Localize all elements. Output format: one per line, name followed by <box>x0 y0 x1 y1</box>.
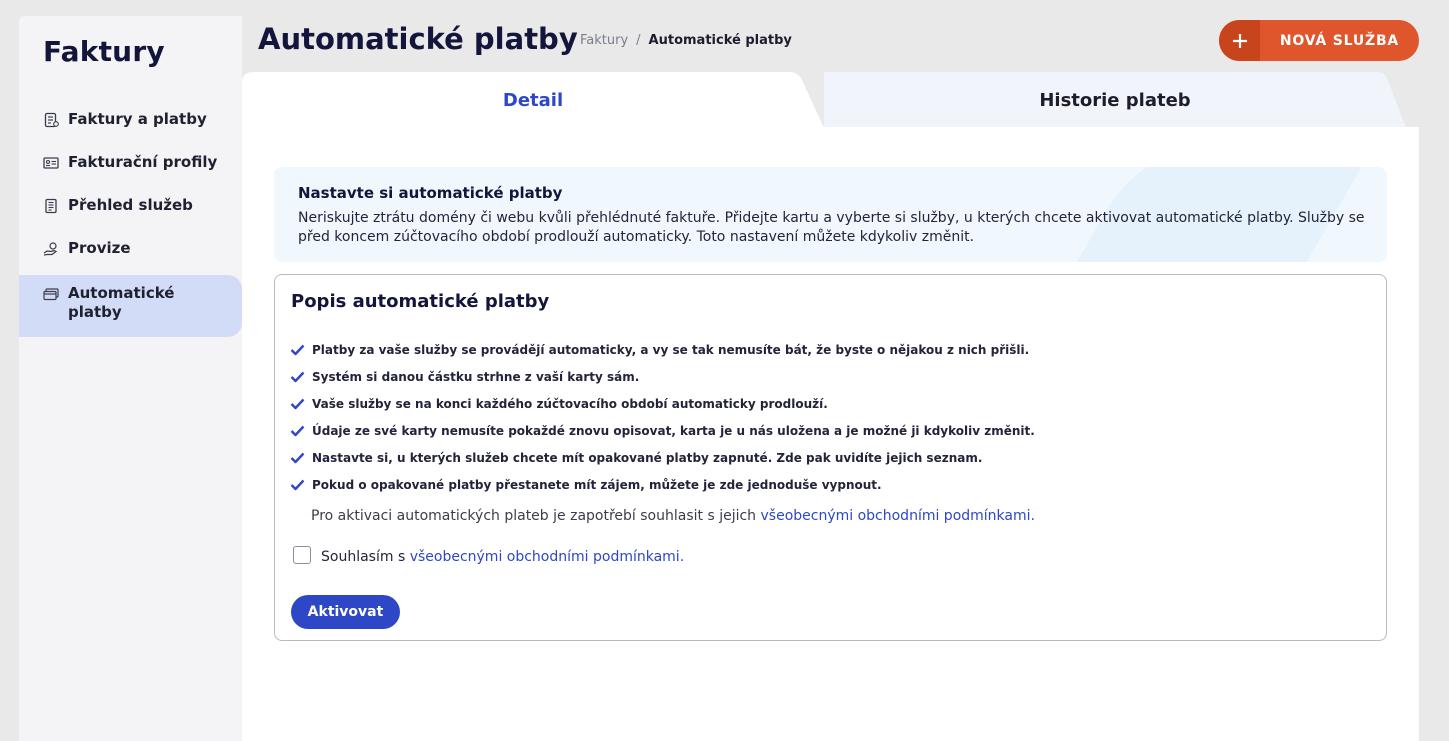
sidebar-item-fakturacni-profily[interactable] <box>19 144 242 187</box>
breadcrumb-separator: / <box>636 33 641 48</box>
breadcrumb <box>580 33 792 48</box>
breadcrumb-link-faktury[interactable]: Faktury <box>580 33 629 48</box>
benefit-text: Údaje ze své karty nemusíte pokaždé znovu opisovat, karta je u nás uložena a je možné ji kdykoliv změnit. <box>312 423 1035 438</box>
id-card-icon <box>42 154 60 172</box>
check-icon <box>290 371 305 383</box>
description-title: Popis automatické platby <box>291 291 550 312</box>
benefit-item <box>290 363 1035 390</box>
terms-link[interactable]: všeobecnými obchodními podmínkami. <box>760 508 1035 524</box>
sidebar-item-label: Přehled služeb <box>68 196 193 214</box>
sidebar-item-label: Fakturační profily <box>68 153 218 171</box>
terms-note-text: Pro aktivaci automatických plateb je zapotřebí souhlasit s jejich <box>311 508 761 524</box>
check-icon <box>290 425 305 437</box>
plus-icon <box>1219 20 1260 61</box>
sidebar-item-label: Faktury a platby <box>68 110 207 128</box>
terms-note <box>311 508 1035 524</box>
description-card <box>274 274 1387 641</box>
info-text: Neriskujte ztrátu domény či webu kvůli přehlédnuté faktuře. Přidejte kartu a vyberte si služby, u kterých chcete aktivovat automatické platby. Služby se před koncem zúčtovacího období prodlouží automaticky. Toto nastavení můžete kdykoliv změnit. <box>298 210 1365 245</box>
benefit-text: Systém si danou částku strhne z vaší karty sám. <box>312 369 640 384</box>
benefit-text: Pokud o opakované platby přestanete mít zájem, můžete je zde jednoduše vypnout. <box>312 477 882 492</box>
benefit-item <box>290 471 1035 498</box>
agree-terms <box>293 548 684 566</box>
sidebar-nav <box>19 101 242 337</box>
card-stack-icon <box>42 285 60 303</box>
check-icon <box>290 479 305 491</box>
invoice-icon <box>42 111 60 129</box>
info-box <box>274 167 1387 262</box>
benefit-item <box>290 390 1035 417</box>
sidebar-item-label: Automatické platby <box>68 284 175 321</box>
benefit-text: Platby za vaše služby se provádějí automaticky, a vy se tak nemusíte bát, že byste o nějakou z nich přišli. <box>312 342 1030 357</box>
tab-detail[interactable]: Detail <box>502 89 564 111</box>
sidebar-item-provize[interactable] <box>19 230 242 273</box>
benefits-list <box>290 336 1035 498</box>
tab-historie-plateb[interactable]: Historie plateb <box>1039 89 1191 111</box>
document-list-icon <box>42 197 60 215</box>
sidebar-item-automaticke-platby[interactable] <box>19 275 242 337</box>
sidebar-item-faktury-a-platby[interactable] <box>19 101 242 144</box>
sidebar <box>19 16 242 741</box>
activate-button[interactable]: Aktivovat <box>291 595 400 629</box>
check-icon <box>290 398 305 410</box>
benefit-item <box>290 336 1035 363</box>
info-title: Nastavte si automatické platby <box>298 184 563 202</box>
sidebar-item-label: Provize <box>68 239 131 257</box>
breadcrumb-current: Automatické platby <box>648 33 792 48</box>
new-service-label: NOVÁ SLUŽBA <box>1279 32 1400 49</box>
agree-checkbox[interactable] <box>293 546 311 564</box>
benefit-text: Vaše služby se na konci každého zúčtovacího období automaticky prodlouží. <box>312 396 828 411</box>
sidebar-title: Faktury <box>43 35 165 68</box>
sidebar-item-prehled-sluzeb[interactable] <box>19 187 242 230</box>
benefit-text: Nastavte si, u kterých služeb chcete mít opakované platby zapnuté. Zde pak uvidíte jejich seznam. <box>312 450 983 465</box>
hand-coin-icon <box>42 240 60 258</box>
new-service-button[interactable] <box>1219 20 1419 61</box>
check-icon <box>290 452 305 464</box>
agree-terms-link[interactable]: všeobecnými obchodními podmínkami. <box>409 549 685 565</box>
benefit-item <box>290 444 1035 471</box>
page-title: Automatické platby <box>258 22 578 56</box>
check-icon <box>290 344 305 356</box>
agree-label: Souhlasím s <box>321 549 406 565</box>
benefit-item <box>290 417 1035 444</box>
